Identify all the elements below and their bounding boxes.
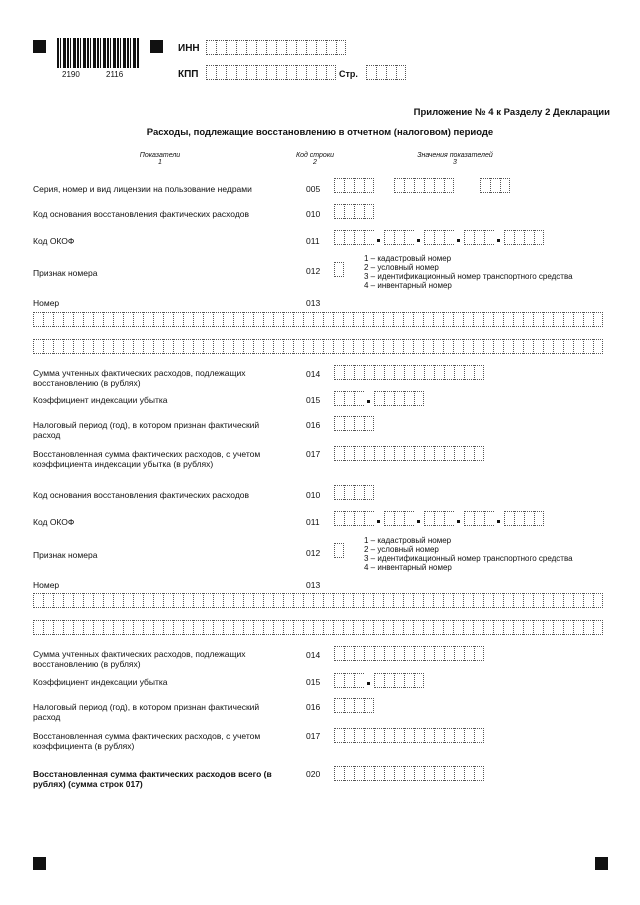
b-014-cells[interactable] <box>334 646 484 661</box>
a-012-code: 012 <box>306 266 321 276</box>
kpp-label: КПП <box>178 69 199 80</box>
b-015-label: Коэффициент индексации убытка <box>33 677 168 687</box>
b-016-label: Налоговый период (год), в котором признан фактический расход <box>33 702 260 722</box>
b-013-code: 013 <box>306 580 321 590</box>
a-014-cells[interactable] <box>334 365 484 380</box>
a-011-label: Код ОКОФ <box>33 236 75 246</box>
a-014-code: 014 <box>306 369 321 379</box>
b-013-label: Номер <box>33 580 60 590</box>
b-013-cells-line2[interactable] <box>33 620 603 635</box>
b-012-options: 1 – кадастровый номер 2 – условный номер 3 – идентификационный номер транспортного средства 4 – инвентарный номер <box>364 536 573 572</box>
a-013-label: Номер <box>33 298 60 308</box>
a-016-label: Налоговый период (год), в котором признан фактический расход <box>33 420 260 440</box>
b-017-cells[interactable] <box>334 728 484 743</box>
a-010-cells[interactable] <box>334 204 374 219</box>
b-010-cells[interactable] <box>334 485 374 500</box>
row-005-number-cells[interactable] <box>394 178 454 193</box>
appendix-title: Приложение № 4 к Разделу 2 Декларации <box>413 107 610 118</box>
b-015-code: 015 <box>306 677 321 687</box>
a-016-cells[interactable] <box>334 416 374 431</box>
kpp-cells[interactable] <box>206 65 336 80</box>
barcode-left-number: 2190 <box>62 70 80 79</box>
a-010-code: 010 <box>306 209 321 219</box>
row-005-series-cells[interactable] <box>334 178 374 193</box>
corner-marker-top-left <box>33 40 46 53</box>
b-012-code: 012 <box>306 548 321 558</box>
b-010-label: Код основания восстановления фактических расходов <box>33 490 250 500</box>
inn-label: ИНН <box>178 43 200 54</box>
b-017-code: 017 <box>306 731 321 741</box>
row-005-code: 005 <box>306 184 321 194</box>
page-label: Стр. <box>339 69 358 79</box>
col2-header: Код строки 2 <box>295 152 335 166</box>
row-020-cells[interactable] <box>334 766 484 781</box>
b-016-cells[interactable] <box>334 698 374 713</box>
corner-marker-bottom-right <box>595 857 608 870</box>
a-012-cell[interactable] <box>334 262 344 277</box>
a-017-code: 017 <box>306 449 321 459</box>
col1-header: Показатели 1 <box>139 152 181 166</box>
corner-marker-top-mid <box>150 40 163 53</box>
b-017-label: Восстановленная сумма фактических расходов, с учетом коэффициента (в рублях) <box>33 731 261 751</box>
a-013-cells-line1[interactable] <box>33 312 603 327</box>
row-020-code: 020 <box>306 769 321 779</box>
col3-header: Значения показателей 3 <box>417 152 493 166</box>
barcode <box>57 38 139 68</box>
b-014-label: Сумма учтенных фактических расходов, подлежащих восстановлению (в рублях) <box>33 649 246 669</box>
a-015-cells[interactable] <box>334 391 424 406</box>
b-016-code: 016 <box>306 702 321 712</box>
a-014-label: Сумма учтенных фактических расходов, подлежащих восстановлению (в рублях) <box>33 368 246 388</box>
row-005-type-cells[interactable] <box>480 178 510 193</box>
a-012-options: 1 – кадастровый номер 2 – условный номер 3 – идентификационный номер транспортного средства 4 – инвентарный номер <box>364 254 573 290</box>
b-014-code: 014 <box>306 650 321 660</box>
a-011-code: 011 <box>306 236 320 246</box>
form-title: Расходы, подлежащие восстановлению в отчетном (налоговом) периоде <box>146 127 494 138</box>
row-020-label: Восстановленная сумма фактических расходов всего (в рублях) (сумма строк 017) <box>33 769 272 789</box>
a-015-code: 015 <box>306 395 321 405</box>
b-010-code: 010 <box>306 490 321 500</box>
page-cells[interactable] <box>366 65 406 80</box>
a-017-cells[interactable] <box>334 446 484 461</box>
barcode-right-number: 2116 <box>106 70 124 79</box>
a-013-code: 013 <box>306 298 321 308</box>
b-011-cells[interactable] <box>334 511 544 526</box>
a-011-cells[interactable] <box>334 230 544 245</box>
a-015-label: Коэффициент индексации убытка <box>33 395 168 405</box>
corner-marker-bottom-left <box>33 857 46 870</box>
a-017-label: Восстановленная сумма фактических расходов, с учетом коэффициента индексации убытка (в рублях) <box>33 449 261 469</box>
b-011-label: Код ОКОФ <box>33 517 75 527</box>
b-012-label: Признак номера <box>33 550 98 560</box>
a-012-label: Признак номера <box>33 268 98 278</box>
b-011-code: 011 <box>306 517 320 527</box>
a-010-label: Код основания восстановления фактических расходов <box>33 209 250 219</box>
inn-cells[interactable] <box>206 40 346 55</box>
a-016-code: 016 <box>306 420 321 430</box>
row-005-label: Серия, номер и вид лицензии на пользование недрами <box>33 184 252 194</box>
b-015-cells[interactable] <box>334 673 424 688</box>
a-013-cells-line2[interactable] <box>33 339 603 354</box>
b-012-cell[interactable] <box>334 543 344 558</box>
b-013-cells-line1[interactable] <box>33 593 603 608</box>
